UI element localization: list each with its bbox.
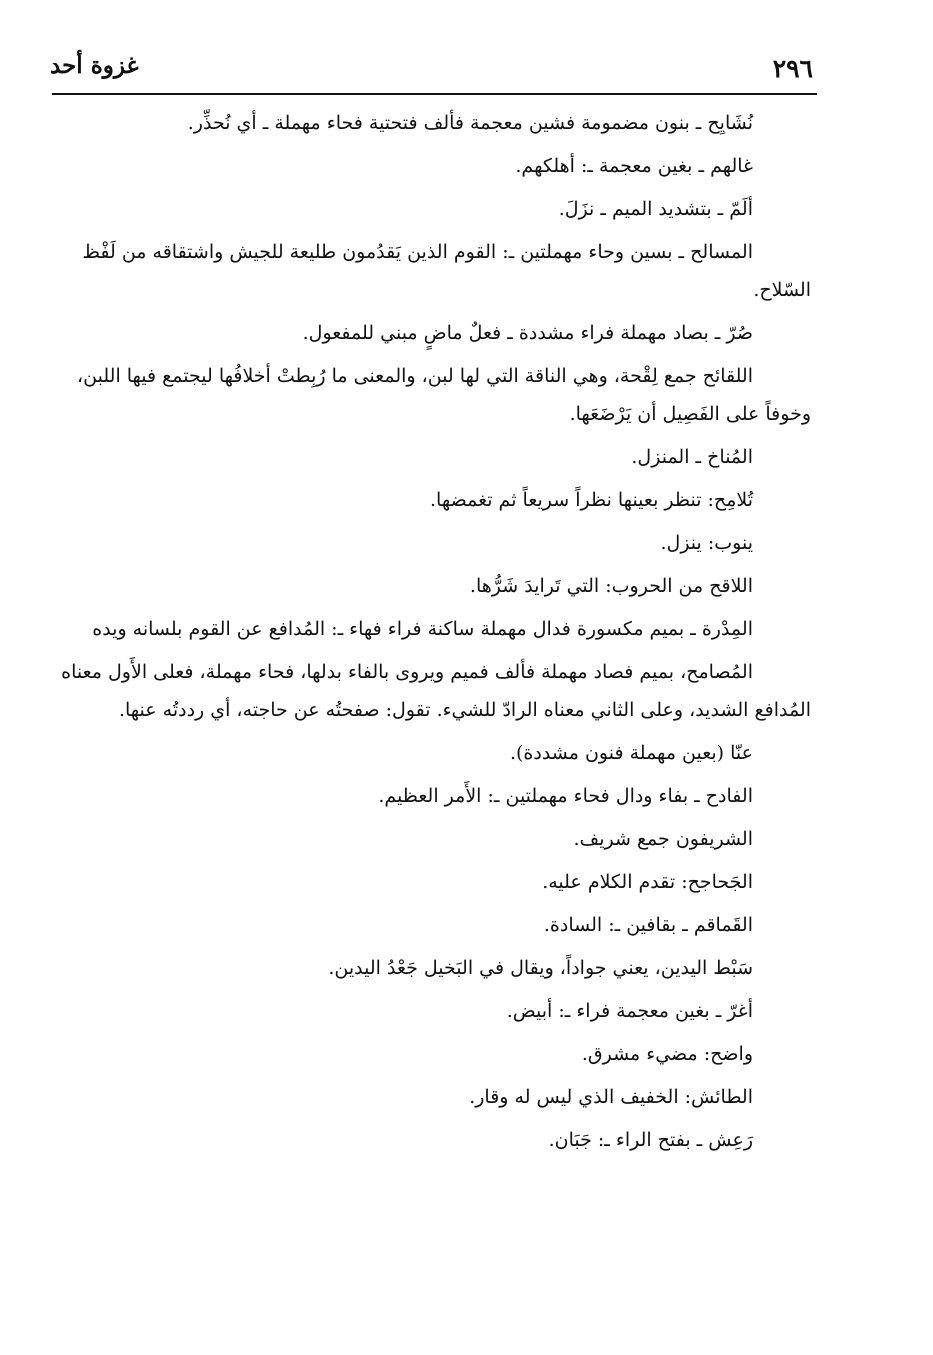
running-title: غزوة أحد — [50, 52, 139, 79]
glossary-entry: الطائش: الخفيف الذي ليس له وقار. — [469, 1086, 753, 1108]
glossary-entry: نُشَايِح ـ بنون مضمومة فشين معجمة فألف فتحتية فحاء مهملة ـ أي نُحذِّر. — [187, 112, 753, 134]
glossary-entry: المِدْرة ـ بميم مكسورة فدال مهملة ساكنة فراء فهاء ـ: المُدافع عن القوم بلسانه ويده — [92, 618, 753, 640]
glossary-entry: القَماقم ـ بقافين ـ: السادة. — [543, 914, 753, 936]
header-rule — [52, 93, 817, 95]
page-header — [50, 44, 813, 94]
glossary-entry: المسالح ـ بسين وحاء مهملتين ـ: القوم الذين يَقدُمون طليعة للجيش واشتقاقه من لَفْظ السّلاح. — [82, 241, 811, 301]
glossary-entry: صُرّ ـ بصاد مهملة فراء مشددة ـ فعلٌ ماضٍ مبني للمفعول. — [302, 322, 753, 344]
glossary-entry: أغرّ ـ بغين معجمة فراء ـ: أبيض. — [506, 1000, 753, 1022]
page-number: ٢٩٦ — [772, 54, 813, 83]
glossary-entry: ألَمّ ـ بتشديد الميم ـ نزَلَ. — [558, 198, 753, 220]
glossary-entry: سَبْط اليدين، يعني جواداً، ويقال في البَخيل جَعْدُ اليدين. — [328, 957, 753, 979]
glossary-entry: غالهم ـ بغين معجمة ـ: أهلكهم. — [515, 155, 753, 177]
glossary-entry: الفادح ـ بفاء ودال فحاء مهملتين ـ: الأَمر العظيم. — [378, 785, 753, 807]
glossary-entry: ينوب: ينزل. — [660, 532, 753, 554]
glossary-entry: واضح: مضيء مشرق. — [581, 1043, 753, 1065]
glossary-entry: اللاقح من الحروب: التي تَرايدَ شَرُّها. — [469, 575, 753, 597]
glossary-entry: عنّا (بعين مهملة فنون مشددة). — [509, 742, 753, 764]
glossary-entry: الشريفون جمع شريف. — [573, 828, 753, 850]
glossary-entry: رَعِش ـ بفتح الراء ـ: جَبَان. — [548, 1129, 753, 1151]
glossary-text — [60, 104, 811, 1164]
glossary-entry: المُناخ ـ المنزل. — [631, 446, 753, 468]
glossary-entry: اللقائح جمع لِقْحة، وهي الناقة التي لها لبن، والمعنى ما رُبِطتْ أخلافُها ليجتمع فيها اللبن، وخوفاً على الفَصِيل أن يَرْضَعَها. — [77, 365, 811, 425]
glossary-entry: الجَحاجح: تقدم الكلام عليه. — [542, 871, 753, 893]
glossary-entry: المُصامح، بميم فصاد مهملة فألف فميم ويروى بالفاء بدلها، فحاء مهملة، فعلى الأَول معناه المُدافع الشديد، وعلى الثاني معناه الرادّ للشيء. تقول: صفحتُه عن حاجته، أي رددتُه عنها. — [61, 661, 811, 721]
glossary-entry: تُلامِح: تنظر بعينها نظراً سريعاً ثم تغمضها. — [430, 489, 753, 511]
